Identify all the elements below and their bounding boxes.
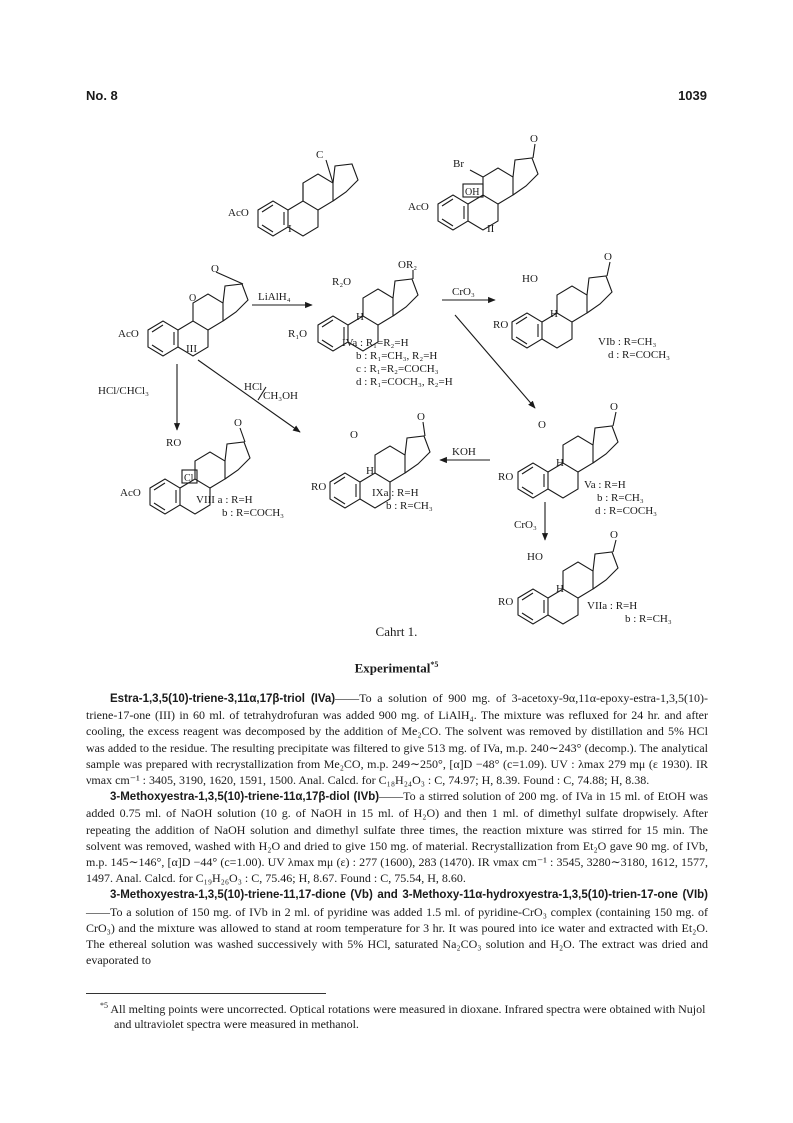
compound-number-III: III	[186, 343, 197, 355]
atom-label-c: C	[316, 149, 324, 161]
atom-label-o-II: O	[530, 133, 538, 145]
bond-c17-ketone-III	[216, 272, 243, 284]
paragraph-title: 3-Methoxyestra-1,3,5(10)-triene-11,17-dione (Vb) and 3-Methoxy-11α-hydroxyestra-1,3,5(10)-trien-17-one (VIb)	[110, 889, 708, 902]
atom-label-epoxide-o: O	[189, 293, 197, 304]
atom-label-ro-VI: RO	[493, 319, 509, 331]
atom-label-o-V-11: O	[538, 419, 546, 431]
atom-label-aco-II: AcO	[408, 201, 429, 213]
iv-d-label: d : R₁=COCH₃, R₂=H	[356, 376, 453, 388]
paragraph-text: ——To a solution of 900 mg. of 3-acetoxy-9α,11α-epoxy-estra-1,3,5(10)-triene-17-one (III) in 60 ml. of tetrahydrofuran was added 900 mg. of LiAlH₄. The mixture was refluxed for 24 hr. and after cooling, the excess reagent was decomposed by the addition of Me₂CO. The solvent was removed by distillation and 5% HCl was added to the residue. The resulting precipitate was filtered to give 513 mg. of IVa, m.p. 240∼243° (decomp.). The analytical sample was prepared with recrystallization from Me₂CO, m.p. 249∼250°, [α]D −48° (c=1.09). UV : λmax 279 mμ (ε 1930). IR νmax cm⁻¹ : 3405, 3190, 1620, 1591, 1500. Anal. Calcd. for C₁₈H₂₄O₃ : C, 74.97; H, 8.39. Found : C, 74.88; H, 8.38.	[86, 691, 708, 788]
vii-a-label: VIIa : R=H	[587, 600, 638, 612]
bond-c17-ketone-VI	[607, 262, 610, 276]
reagent-ch3oh: CH₃OH	[263, 390, 299, 402]
paragraph-ivb	[86, 788, 708, 886]
v-a-label: Va : R=H	[584, 479, 626, 491]
reagent-hcl-chcl3: HCl/CHCl₃	[98, 385, 149, 397]
ix-a-label: IXa : R=H	[372, 487, 419, 499]
footnote-text: All melting points were uncorrected. Optical rotations were measured in dioxane. Infrared spectra were obtained with Nujol and ultraviolet spectra were measured in methanol.	[110, 1002, 706, 1031]
page-number: 1039	[678, 88, 707, 103]
ix-b-label: b : R=CH₃	[386, 500, 433, 512]
v-d-label: d : R=COCH₃	[595, 505, 657, 517]
structure-compound-III	[148, 284, 248, 356]
reagent-koh: KOH	[452, 446, 476, 458]
atom-label-ro-VIII: RO	[166, 437, 182, 449]
atom-label-h-IV: H	[356, 311, 364, 323]
structure-compound-I	[258, 164, 358, 236]
paragraph-iva	[86, 690, 708, 788]
experimental-body	[86, 690, 708, 968]
atom-label-o-V-17: O	[610, 401, 618, 413]
atom-label-o-III: O	[211, 263, 219, 275]
atom-label-aco-III: AcO	[118, 328, 139, 340]
footnote	[86, 998, 708, 1032]
paragraph-title: 3-Methoxyestra-1,3,5(10)-triene-11α,17β-diol (IVb)	[110, 791, 380, 804]
paragraph-text: ——To a solution of 150 mg. of IVb in 2 ml. of pyridine was added 1.5 ml. of pyridine-CrO₃ complex (containing 150 mg. of CrO₃) and the mixture was allowed to stand at room temperature for 3 hr. It was poured into ice water and extracted with Et₂O. The ethereal solution was washed successively with 5% HCl, saturated Na₂CO₃ solution and H₂O. The extract was dried and evaporated to	[86, 904, 708, 968]
atom-label-oh-II: OH	[465, 187, 480, 198]
compound-number-I: I	[288, 223, 292, 235]
iv-c-label: c : R₁=R₂=COCH₃	[356, 363, 439, 375]
iv-b-label: b : R₁=CH₃, R₂=H	[356, 350, 438, 362]
footnote-mark: *5	[100, 1001, 108, 1010]
atom-label-o-VII: O	[610, 529, 618, 541]
atom-label-aco-VIII: AcO	[120, 487, 141, 499]
iv-a-label: IVa : R₁=R₂=H	[342, 337, 409, 349]
atom-label-ho-VI: HO	[522, 273, 538, 285]
atom-label-br: Br	[453, 158, 464, 170]
bond-c17-ketone-VII	[613, 540, 616, 552]
atom-label-o-VIII: O	[234, 417, 242, 429]
atom-label-o-IX-17: O	[417, 411, 425, 423]
atom-label-o-IX-11: O	[350, 429, 358, 441]
chart-caption: Cahrt 1.	[375, 624, 418, 639]
bond-c17-ketone-VIII	[240, 428, 245, 442]
vii-b-label: b : R=CH₃	[625, 613, 672, 625]
bond-c11-br	[470, 170, 483, 177]
atom-label-or2: OR₂	[398, 259, 418, 271]
atom-label-ho-VII: HO	[527, 551, 543, 563]
vi-d-label: d : R=COCH₃	[608, 349, 670, 361]
reagent-cro3-top: CrO₃	[452, 286, 475, 298]
paragraph-text: ——To a stirred solution of 200 mg. of IVa in 15 ml. of EtOH was added 0.75 ml. of NaOH solution (10 g. of NaOH in 15 ml. of H₂O) and then 1 ml. of dimethyl sulfate dropwisely. After repeating the addition of NaOH solution and dimethyl sulfate three times, the reaction mixture was stirred for 15 min. The solvent was removed, washed with H₂O and dried to give 150 mg. of material. Recrystallization from Et₂O gave 90 mg. of IVb, m.p. 145∼146°, [α]D −44° (c=1.00). UV λmax mμ (ε) : 277 (1600), 283 (1470). IR νmax cm⁻¹ : 3545, 3280∼3180, 1612, 1577, 1497. Anal. Calcd. for C₁₉H₂₆O₃ : C, 75.46; H, 8.67. Found : C, 75.54, H, 8.60.	[86, 789, 708, 886]
atom-label-aco-I: AcO	[228, 207, 249, 219]
footnote-divider	[86, 993, 326, 994]
compound-number-II: II	[487, 223, 495, 235]
atom-label-h-VI: H	[550, 308, 558, 320]
v-b-label: b : R=CH₃	[597, 492, 644, 504]
structure-compound-VI	[512, 276, 612, 348]
viii-a-label: VIII a : R=H	[196, 494, 253, 506]
viii-b-label: b : R=COCH₃	[222, 507, 284, 519]
atom-label-o-VI: O	[604, 251, 612, 263]
atom-label-ro-IX: RO	[311, 481, 327, 493]
page-header-journal-number: No. 8	[86, 88, 118, 103]
bond-c17-ketone	[533, 144, 535, 158]
atom-label-ro-V: RO	[498, 471, 514, 483]
bond-c17-ketone-V	[613, 412, 616, 426]
atom-label-r2o: R₂O	[332, 276, 352, 288]
reagent-cro3-bottom: CrO₃	[514, 519, 537, 531]
atom-label-ro-VII: RO	[498, 596, 514, 608]
section-heading: Experimental$^{*5}$	[354, 660, 439, 676]
atom-label-cl: Cl	[184, 473, 194, 484]
reagent-hcl: HCl	[244, 381, 263, 393]
reagent-lialh4: LiAlH₄	[258, 291, 291, 303]
atom-label-r1o: R₁O	[288, 328, 308, 340]
atom-label-h-VII: H	[556, 583, 564, 595]
paragraph-title: Estra-1,3,5(10)-triene-3,11α,17β-triol (IVa)	[110, 693, 336, 705]
atom-label-h-IX: H	[366, 465, 374, 477]
footnote-ref: *5	[430, 660, 439, 669]
paragraph-vb	[86, 886, 708, 968]
vi-b-label: VIb : R=CH₃	[598, 336, 657, 348]
bond-c17-ketone-IX	[423, 422, 425, 436]
atom-label-h-V: H	[556, 457, 564, 469]
